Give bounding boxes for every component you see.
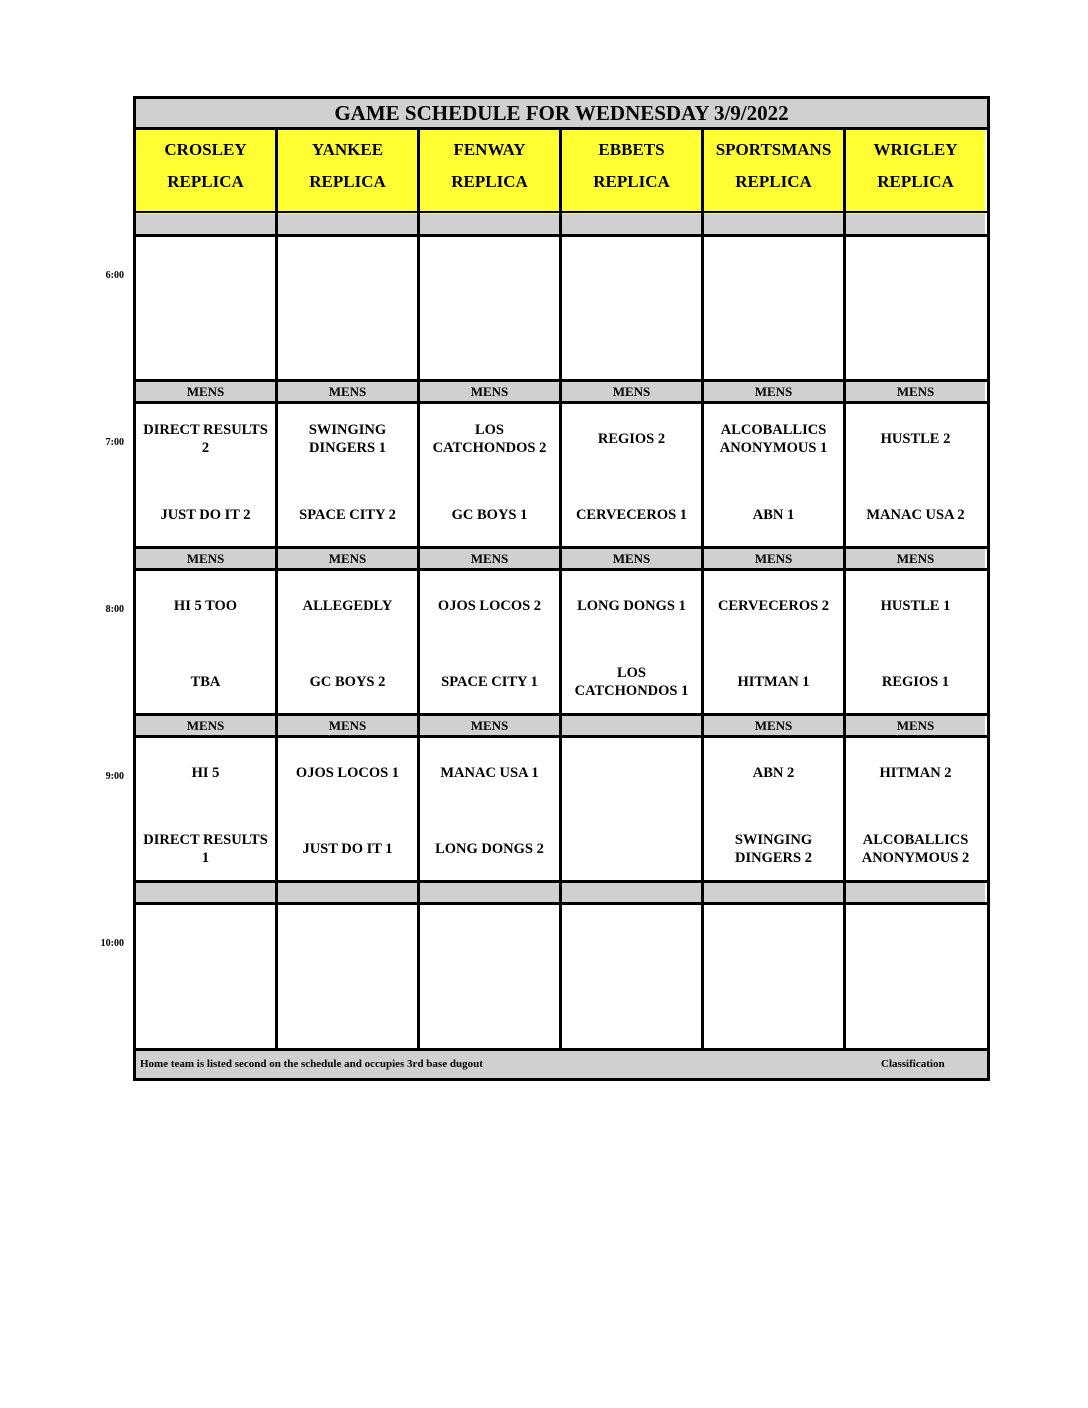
game-cell <box>420 237 559 382</box>
column-divider <box>275 130 278 1050</box>
away-team: HI 5 <box>191 765 220 781</box>
away-team <box>562 746 701 800</box>
field-header-wrigley <box>846 130 985 214</box>
home-team <box>420 321 559 375</box>
game-cell <box>846 738 985 883</box>
game-cell <box>846 571 985 716</box>
row-divider <box>136 546 987 549</box>
home-team <box>562 989 701 1043</box>
header-gray-band <box>278 214 417 234</box>
home-team <box>278 989 417 1043</box>
row-divider <box>136 379 987 382</box>
home-team: JUST DO IT 2 <box>160 507 251 523</box>
home-team <box>136 321 275 375</box>
division-band: MENS <box>562 382 701 402</box>
header-gray-band <box>420 214 559 234</box>
home-team: DIRECT RESULTS 1 <box>143 832 268 866</box>
home-team: ABN 1 <box>752 507 795 523</box>
field-header-yankee <box>278 130 417 214</box>
away-team <box>136 245 275 299</box>
field-name: SPORTSMANS <box>715 140 832 159</box>
time-label: 9:00 <box>105 771 124 782</box>
game-cell <box>846 237 985 382</box>
game-cell <box>704 404 843 549</box>
game-cell <box>136 404 275 549</box>
home-team: CERVECEROS 1 <box>575 507 688 523</box>
away-team: HUSTLE 1 <box>880 598 951 614</box>
row-divider <box>136 902 987 905</box>
header-gray-band <box>136 214 275 234</box>
division-band: MENS <box>278 716 417 736</box>
away-team <box>420 245 559 299</box>
away-team: ALLEGEDLY <box>302 598 393 614</box>
away-team <box>420 913 559 967</box>
column-divider <box>559 130 562 1050</box>
division-band <box>846 883 985 903</box>
division-band <box>136 883 275 903</box>
field-name: FENWAY <box>453 140 526 159</box>
away-team: ABN 2 <box>752 765 795 781</box>
away-team: LONG DONGS 1 <box>577 598 686 614</box>
division-band: MENS <box>278 382 417 402</box>
division-band: MENS <box>278 549 417 569</box>
game-cell <box>278 571 417 716</box>
home-team: SWINGING DINGERS 2 <box>734 832 813 866</box>
game-cell <box>136 237 275 382</box>
away-team: MANAC USA 1 <box>440 765 539 781</box>
row-divider <box>136 211 987 213</box>
field-name: WRIGLEY <box>873 140 958 159</box>
away-team: OJOS LOCOS 2 <box>437 598 542 614</box>
division-band: MENS <box>846 382 985 402</box>
schedule-footer <box>136 1048 987 1078</box>
division-band: MENS <box>136 382 275 402</box>
division-band <box>278 883 417 903</box>
game-cell <box>136 571 275 716</box>
game-cell <box>420 905 559 1050</box>
division-band: MENS <box>846 716 985 736</box>
game-cell <box>562 905 701 1050</box>
row-divider <box>136 713 987 716</box>
away-team <box>704 913 843 967</box>
field-subtitle: REPLICA <box>309 172 386 191</box>
field-header-crosley <box>136 130 275 214</box>
home-team: SPACE CITY 1 <box>441 674 538 690</box>
field-subtitle: REPLICA <box>167 172 244 191</box>
row-divider <box>136 401 987 404</box>
game-cell <box>562 738 701 883</box>
time-label: 7:00 <box>105 437 124 448</box>
away-team: HITMAN 2 <box>879 765 952 781</box>
field-header-ebbets <box>562 130 701 214</box>
game-cell <box>562 237 701 382</box>
division-band: MENS <box>704 382 843 402</box>
field-subtitle: REPLICA <box>735 172 812 191</box>
away-team: OJOS LOCOS 1 <box>295 765 400 781</box>
home-team <box>278 321 417 375</box>
away-team <box>846 913 985 967</box>
division-band: MENS <box>846 549 985 569</box>
field-name: EBBETS <box>598 140 665 159</box>
home-team <box>420 989 559 1043</box>
field-name: YANKEE <box>311 140 384 159</box>
away-team: ALCOBALLICS ANONYMOUS 1 <box>719 422 828 456</box>
game-cell <box>278 738 417 883</box>
game-cell <box>278 237 417 382</box>
away-team: HUSTLE 2 <box>880 431 951 447</box>
away-team: CERVECEROS 2 <box>717 598 830 614</box>
home-team <box>704 989 843 1043</box>
division-band: MENS <box>704 549 843 569</box>
home-team <box>846 321 985 375</box>
home-team <box>136 989 275 1043</box>
away-team <box>562 245 701 299</box>
time-label: 6:00 <box>105 270 124 281</box>
division-band: MENS <box>704 716 843 736</box>
field-header-sportsmans <box>704 130 843 214</box>
game-cell <box>136 738 275 883</box>
division-band: MENS <box>562 549 701 569</box>
away-team: LOS CATCHONDOS 2 <box>432 422 547 456</box>
away-team <box>846 245 985 299</box>
away-team: HI 5 TOO <box>173 598 238 614</box>
column-divider <box>701 130 704 1050</box>
away-team <box>136 913 275 967</box>
header-gray-band <box>562 214 701 234</box>
row-divider <box>136 735 987 738</box>
division-band: MENS <box>420 382 559 402</box>
time-label: 8:00 <box>105 604 124 615</box>
away-team <box>704 245 843 299</box>
column-divider <box>843 130 846 1050</box>
home-team: LOS CATCHONDOS 1 <box>574 665 689 699</box>
away-team <box>278 913 417 967</box>
field-header-fenway <box>420 130 559 214</box>
home-team: MANAC USA 2 <box>866 507 965 523</box>
game-cell <box>704 571 843 716</box>
field-subtitle: REPLICA <box>877 172 954 191</box>
game-cell <box>562 404 701 549</box>
division-band: MENS <box>420 549 559 569</box>
classification-label: Classification <box>881 1058 945 1070</box>
away-team: DIRECT RESULTS 2 <box>143 422 268 456</box>
home-team <box>846 989 985 1043</box>
home-team-note: Home team is listed second on the schedule and occupies 3rd base dugout <box>140 1058 483 1070</box>
division-band <box>704 883 843 903</box>
home-team: SPACE CITY 2 <box>299 507 396 523</box>
schedule-sheet <box>133 96 990 1081</box>
time-label: 10:00 <box>100 938 124 949</box>
game-cell <box>562 571 701 716</box>
game-cell <box>420 404 559 549</box>
home-team: ALCOBALLICS ANONYMOUS 2 <box>861 832 970 866</box>
home-team <box>704 321 843 375</box>
field-subtitle: REPLICA <box>593 172 670 191</box>
row-divider <box>136 234 987 237</box>
home-team: GC BOYS 2 <box>309 674 386 690</box>
division-band: MENS <box>136 549 275 569</box>
row-divider <box>136 880 987 883</box>
home-team: HITMAN 1 <box>737 674 810 690</box>
game-cell <box>704 905 843 1050</box>
row-divider <box>136 568 987 571</box>
home-team: JUST DO IT 1 <box>302 841 393 857</box>
away-team <box>278 245 417 299</box>
header-gray-band <box>846 214 985 234</box>
game-cell <box>420 738 559 883</box>
home-team <box>562 822 701 876</box>
division-band <box>562 716 701 736</box>
game-cell <box>278 905 417 1050</box>
home-team: LONG DONGS 2 <box>435 841 544 857</box>
division-band: MENS <box>136 716 275 736</box>
away-team <box>562 913 701 967</box>
game-cell <box>846 404 985 549</box>
game-cell <box>136 905 275 1050</box>
division-band <box>562 883 701 903</box>
field-subtitle: REPLICA <box>451 172 528 191</box>
away-team: SWINGING DINGERS 1 <box>308 422 387 456</box>
home-team: GC BOYS 1 <box>451 507 528 523</box>
game-cell <box>278 404 417 549</box>
game-cell <box>704 738 843 883</box>
column-divider <box>417 130 420 1050</box>
field-name: CROSLEY <box>164 140 247 159</box>
division-band: MENS <box>420 716 559 736</box>
division-band <box>420 883 559 903</box>
game-cell <box>420 571 559 716</box>
header-gray-band <box>704 214 843 234</box>
home-team: REGIOS 1 <box>881 674 950 690</box>
away-team: REGIOS 2 <box>597 431 666 447</box>
game-cell <box>846 905 985 1050</box>
schedule-title: GAME SCHEDULE FOR WEDNESDAY 3/9/2022 <box>136 99 987 130</box>
game-cell <box>704 237 843 382</box>
home-team <box>562 321 701 375</box>
home-team: TBA <box>190 674 221 690</box>
